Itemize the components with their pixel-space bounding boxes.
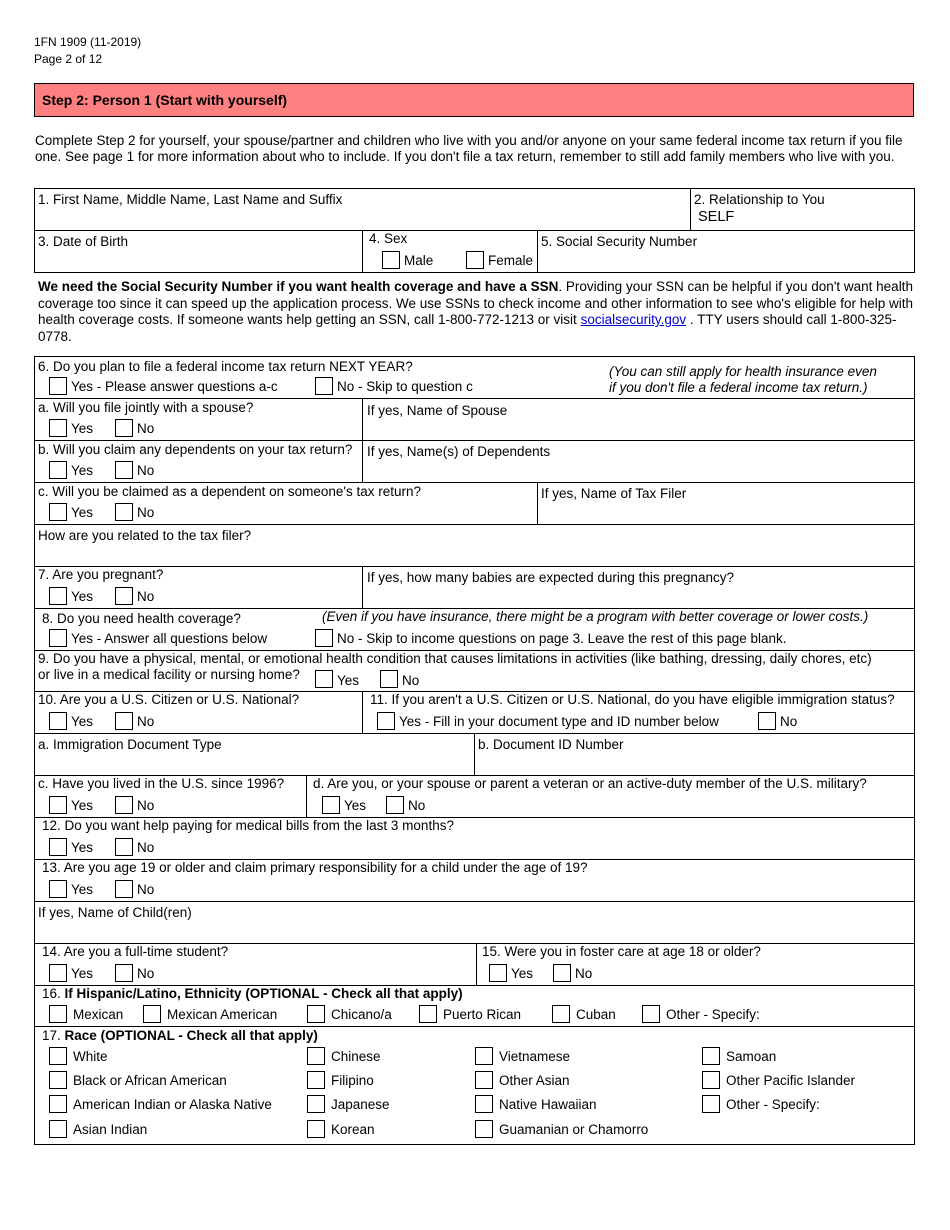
q6c-label: c. Will you be claimed as a dependent on someone's tax return? [38,484,422,499]
q6a-yes-label: Yes [71,421,94,436]
sex-female-label: Female [488,253,534,268]
q9-no-label: No [402,673,420,688]
ethnicity-other-checkbox[interactable] [642,1005,660,1023]
ssn-note-bold: We need the Social Security Number if you want health coverage and have a SSN [38,279,559,294]
q6b-no-checkbox[interactable] [115,461,133,479]
q8-yes-checkbox[interactable] [49,629,67,647]
related-to-filer-label: How are you related to the tax filer? [38,528,252,543]
page-number: Page 2 of 12 [34,52,103,66]
q6c-no-checkbox[interactable] [115,503,133,521]
q6b-no-label: No [137,463,155,478]
q15-no-label: No [575,966,593,981]
race-vietnamese-checkbox[interactable] [475,1047,493,1065]
race-native-hawaiian-checkbox[interactable] [475,1095,493,1113]
document-id-label: b. Document ID Number [478,737,624,752]
ssn-note-tail: . TTY users should call 1-800-325-0778. [38,312,897,344]
form-id: 1FN 1909 (11-2019) [34,35,142,49]
q11-no-checkbox[interactable] [758,712,776,730]
race-korean-checkbox[interactable] [307,1120,325,1138]
immigration-doc-type-label: a. Immigration Document Type [38,737,222,752]
q12-yes-label: Yes [71,840,94,855]
q6b-yes-label: Yes [71,463,94,478]
q8-label: 8. Do you need health coverage? [42,611,241,626]
q11c-yes-label: Yes [71,798,94,813]
q11-label: 11. If you aren't a U.S. Citizen or U.S. National, do you have eligible immigration status? [370,692,895,707]
race-other-pacific-label: Other Pacific Islander [726,1073,856,1088]
q7-yes-label: Yes [71,589,94,604]
q6a-no-label: No [137,421,155,436]
q14-yes-checkbox[interactable] [49,964,67,982]
veteran-yes-checkbox[interactable] [322,796,340,814]
q17-number: 17. [42,1028,61,1043]
q16-heading [42,986,463,1002]
race-vietnamese-label: Vietnamese [499,1049,571,1064]
veteran-no-label: No [408,798,426,813]
spouse-name-label: If yes, Name of Spouse [367,403,508,418]
ethnicity-cuban-label: Cuban [576,1007,616,1022]
sex-male-label: Male [404,253,434,268]
race-guamanian-label: Guamanian or Chamorro [499,1122,649,1137]
q6-yes-label: Yes - Please answer questions a-c [71,379,278,394]
q11-yes-checkbox[interactable] [377,712,395,730]
race-samoan-checkbox[interactable] [702,1047,720,1065]
race-other-label: Other - Specify: [726,1097,820,1112]
ethnicity-chicano-checkbox[interactable] [307,1005,325,1023]
q11c-no-label: No [137,798,155,813]
q6-note-line1: (You can still apply for health insurance even [609,364,877,379]
ethnicity-cuban-checkbox[interactable] [552,1005,570,1023]
q12-no-label: No [137,840,155,855]
q13-no-checkbox[interactable] [115,880,133,898]
q6c-yes-label: Yes [71,505,94,520]
q6-note-line2: if you don't file a federal income tax return.) [609,380,868,395]
race-chinese-label: Chinese [331,1049,381,1064]
q11c-yes-checkbox[interactable] [49,796,67,814]
race-other-asian-checkbox[interactable] [475,1071,493,1089]
race-other-checkbox[interactable] [702,1095,720,1113]
q7-no-checkbox[interactable] [115,587,133,605]
race-korean-label: Korean [331,1122,375,1137]
ethnicity-chicano-label: Chicano/a [331,1007,392,1022]
ethnicity-mexican-american-label: Mexican American [167,1007,278,1022]
q17-heading [42,1028,318,1044]
q6b-yes-checkbox[interactable] [49,461,67,479]
q10-no-label: No [137,714,155,729]
babies-expected-label: If yes, how many babies are expected during this pregnancy? [367,570,734,585]
q9-no-checkbox[interactable] [380,670,398,688]
q8-note: (Even if you have insurance, there might be a program with better coverage or lower costs.) [322,609,869,624]
q13-label: 13. Are you age 19 or older and claim primary responsibility for a child under the age of 19? [42,860,588,875]
ethnicity-other-label: Other - Specify: [666,1007,760,1022]
q17-label: Race (OPTIONAL - Check all that apply) [64,1028,318,1043]
race-asian-indian-checkbox[interactable] [49,1120,67,1138]
q7-no-label: No [137,589,155,604]
q8-no-checkbox[interactable] [315,629,333,647]
q10-no-checkbox[interactable] [115,712,133,730]
q13-yes-label: Yes [71,882,94,897]
socialsecurity-link[interactable]: socialsecurity.gov [580,312,687,327]
ethnicity-mexican-label: Mexican [73,1007,124,1022]
race-guamanian-checkbox[interactable] [475,1120,493,1138]
q9-yes-checkbox[interactable] [315,670,333,688]
q8-no-label: No - Skip to income questions on page 3. Leave the rest of this page blank. [337,631,787,646]
intro-text: Complete Step 2 for yourself, your spouse/partner and children who live with you and/or anyone on your same federal income tax return if you file one. See page 1 for more information about who to include. If you don't file a tax return, remember to still add family members who live with you. [35,133,903,164]
q14-yes-label: Yes [71,966,94,981]
ethnicity-mexican-american-checkbox[interactable] [143,1005,161,1023]
race-other-pacific-checkbox[interactable] [702,1071,720,1089]
race-white-checkbox[interactable] [49,1047,67,1065]
q1-label: 1. First Name, Middle Name, Last Name and Suffix [38,192,343,207]
q3-label: 3. Date of Birth [38,234,129,249]
q6-label: 6. Do you plan to file a federal income tax return NEXT YEAR? [38,359,413,374]
race-other-asian-label: Other Asian [499,1073,570,1088]
q9-line2: or live in a medical facility or nursing home? [38,667,300,682]
q16-number: 16. [42,986,61,1001]
q11-no-label: No [780,714,798,729]
q6-yes-checkbox[interactable] [49,377,67,395]
q14-no-checkbox[interactable] [115,964,133,982]
q5-label: 5. Social Security Number [541,234,698,249]
race-american-indian-label: American Indian or Alaska Native [73,1097,272,1112]
q14-label: 14. Are you a full-time student? [42,944,229,959]
race-japanese-checkbox[interactable] [307,1095,325,1113]
q6a-no-checkbox[interactable] [115,419,133,437]
q13-yes-checkbox[interactable] [49,880,67,898]
race-white-label: White [73,1049,108,1064]
q10-yes-label: Yes [71,714,94,729]
q12-label: 12. Do you want help paying for medical bills from the last 3 months? [42,818,454,833]
child-name-label: If yes, Name of Child(ren) [38,905,192,920]
sex-male-checkbox[interactable] [382,251,400,269]
q6-no-checkbox[interactable] [315,377,333,395]
race-filipino-label: Filipino [331,1073,374,1088]
veteran-no-checkbox[interactable] [386,796,404,814]
q11-yes-label: Yes - Fill in your document type and ID number below [399,714,719,729]
dependents-name-label: If yes, Name(s) of Dependents [367,444,551,459]
q2-label: 2. Relationship to You [694,192,825,207]
q6b-label: b. Will you claim any dependents on your tax return? [38,442,353,457]
q6a-label: a. Will you file jointly with a spouse? [38,400,254,415]
q6-no-label: No - Skip to question c [337,379,473,394]
q9-line1: 9. Do you have a physical, mental, or emotional health condition that causes limitations in activities (like bathing, dressing, daily chores, etc) [38,651,872,666]
q14-no-label: No [137,966,155,981]
ethnicity-puerto-rican-label: Puerto Rican [443,1007,522,1022]
q4-label: 4. Sex [369,231,408,246]
sex-female-checkbox[interactable] [466,251,484,269]
q12-no-checkbox[interactable] [115,838,133,856]
q13-no-label: No [137,882,155,897]
race-chinese-checkbox[interactable] [307,1047,325,1065]
race-american-indian-checkbox[interactable] [49,1095,67,1113]
race-japanese-label: Japanese [331,1097,390,1112]
veteran-label: d. Are you, or your spouse or parent a veteran or an active-duty member of the U.S. military? [313,776,867,791]
q16-label: If Hispanic/Latino, Ethnicity (OPTIONAL - Check all that apply) [64,986,463,1001]
step-title: Step 2: Person 1 (Start with yourself) [34,83,914,117]
race-filipino-checkbox[interactable] [307,1071,325,1089]
q10-yes-checkbox[interactable] [49,712,67,730]
ethnicity-puerto-rican-checkbox[interactable] [419,1005,437,1023]
ssn-note-text: . Providing your SSN can be helpful if you don't want health coverage too since it can speed up the application process. We use SSNs to check income and other information to see who's eligible for help with health coverage costs. If someone wants help getting an SSN, call 1-800-772-1213 or visit [38,279,914,327]
q2-value: SELF [698,209,735,225]
lived-since-1996-label: c. Have you lived in the U.S. since 1996? [38,776,285,791]
race-black-checkbox[interactable] [49,1071,67,1089]
veteran-yes-label: Yes [344,798,367,813]
q6a-yes-checkbox[interactable] [49,419,67,437]
q7-label: 7. Are you pregnant? [38,567,164,582]
q6c-yes-checkbox[interactable] [49,503,67,521]
q9-yes-label: Yes [337,673,360,688]
q15-yes-checkbox[interactable] [489,964,507,982]
q10-label: 10. Are you a U.S. Citizen or U.S. National? [38,692,300,707]
ethnicity-mexican-checkbox[interactable] [49,1005,67,1023]
ssn-note [38,279,914,345]
race-samoan-label: Samoan [726,1049,777,1064]
q6c-no-label: No [137,505,155,520]
race-native-hawaiian-label: Native Hawaiian [499,1097,597,1112]
race-black-label: Black or African American [73,1073,227,1088]
q15-yes-label: Yes [511,966,534,981]
q11c-no-checkbox[interactable] [115,796,133,814]
tax-filer-name-label: If yes, Name of Tax Filer [541,486,687,501]
race-asian-indian-label: Asian Indian [73,1122,148,1137]
q15-label: 15. Were you in foster care at age 18 or older? [482,944,761,959]
q7-yes-checkbox[interactable] [49,587,67,605]
q8-yes-label: Yes - Answer all questions below [71,631,268,646]
q12-yes-checkbox[interactable] [49,838,67,856]
q15-no-checkbox[interactable] [553,964,571,982]
